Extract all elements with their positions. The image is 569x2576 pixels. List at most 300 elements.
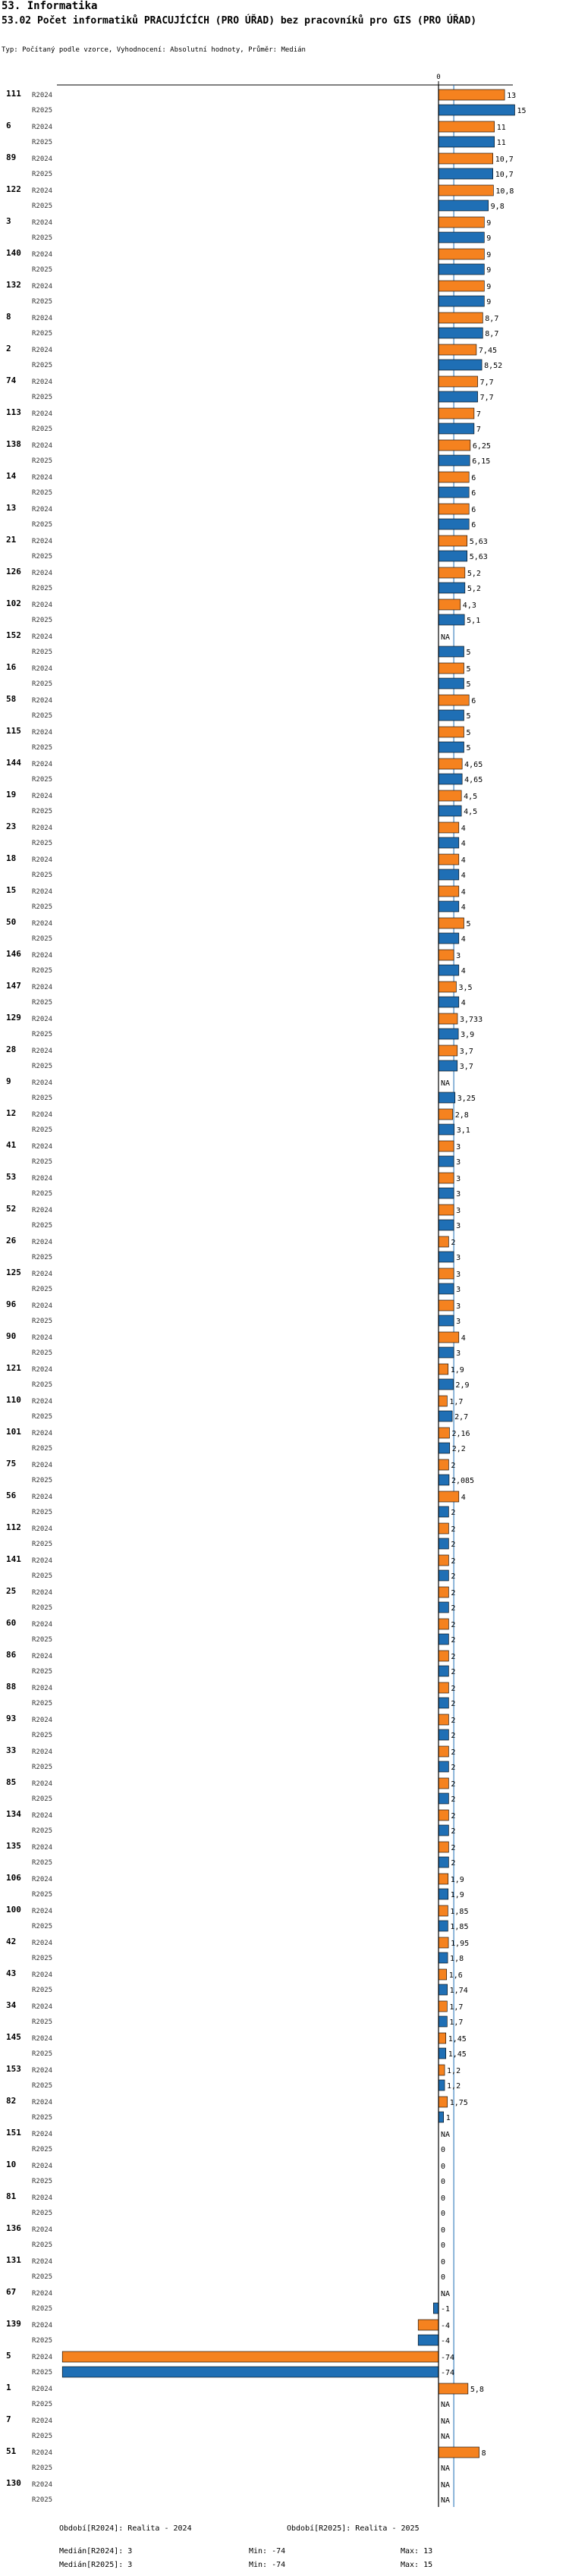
zero-tick-label: 0 <box>436 74 441 81</box>
series-label: R2025 <box>32 1700 53 1707</box>
legend-min-2025: Min: -74 <box>249 2561 286 2569</box>
series-label: R2024 <box>32 474 53 482</box>
bar-r2025 <box>439 1283 454 1294</box>
series-label: R2024 <box>32 1175 53 1183</box>
value-label: 4 <box>461 888 466 897</box>
series-label: R2025 <box>32 967 53 975</box>
value-label: 5,63 <box>469 553 488 561</box>
bar-r2024 <box>439 1810 448 1820</box>
category-label: 93 <box>6 1714 17 1723</box>
value-label: 0 <box>441 2194 446 2203</box>
series-label: R2025 <box>32 457 53 465</box>
value-label: NA <box>441 2131 451 2139</box>
value-label: 2 <box>451 1859 456 1868</box>
value-label: 5,8 <box>470 2386 484 2394</box>
series-label: R2024 <box>32 2194 53 2202</box>
value-label: -4 <box>441 2337 451 2345</box>
value-label: 5 <box>466 729 471 737</box>
category-label: 43 <box>6 1968 17 1978</box>
bar-r2024 <box>439 822 459 833</box>
value-label: 9 <box>486 251 492 259</box>
category-label: 82 <box>6 2096 17 2106</box>
bar-r2025 <box>439 1666 448 1676</box>
value-label: 5 <box>466 680 471 689</box>
value-label: 3 <box>456 1158 461 1167</box>
bar-r2025 <box>439 105 515 115</box>
value-label: 0 <box>441 2163 446 2171</box>
value-label: 1,2 <box>447 2082 461 2091</box>
category-label: 147 <box>6 981 21 991</box>
value-label: 2,9 <box>455 1381 470 1390</box>
category-label: 51 <box>6 2446 17 2456</box>
bar-r2025 <box>439 200 489 211</box>
bar-r2024 <box>439 2097 448 2107</box>
category-label: 130 <box>6 2478 21 2488</box>
series-label: R2025 <box>32 935 53 943</box>
value-label: 8,52 <box>484 362 503 370</box>
series-label: R2025 <box>32 712 53 720</box>
bar-r2024 <box>439 1969 447 1980</box>
category-label: 113 <box>6 407 21 417</box>
series-label: R2024 <box>32 1589 53 1597</box>
series-label: R2024 <box>32 1621 53 1629</box>
bar-r2025 <box>439 360 482 370</box>
bar-r2024 <box>439 281 484 291</box>
legend-max-2024: Max: 13 <box>401 2547 433 2556</box>
value-label: 2,7 <box>454 1413 469 1422</box>
value-label: 2 <box>451 1685 456 1693</box>
bar-r2025 <box>439 2048 446 2059</box>
series-label: R2024 <box>32 347 53 354</box>
category-label: 1 <box>6 2383 11 2392</box>
value-label: 4 <box>461 967 466 975</box>
series-label: R2024 <box>32 1143 53 1151</box>
bar-r2024 <box>439 567 465 578</box>
category-label: 90 <box>6 1331 17 1341</box>
value-label: 3,25 <box>457 1095 476 1103</box>
value-label: 6 <box>471 474 476 482</box>
bar-r2024 <box>62 2351 439 2362</box>
series-label: R2025 <box>32 2401 53 2408</box>
category-label: 102 <box>6 598 21 608</box>
category-label: 21 <box>6 535 17 545</box>
bar-r2025 <box>62 2367 439 2377</box>
bar-r2024 <box>439 185 493 196</box>
value-label: 2 <box>451 1239 456 1247</box>
bar-r2025 <box>439 1252 454 1262</box>
series-label: R2025 <box>32 2018 53 2026</box>
category-label: 112 <box>6 1522 21 1532</box>
series-label: R2025 <box>32 426 53 433</box>
bar-r2025 <box>439 1506 448 1517</box>
bar-r2024 <box>439 1619 448 1629</box>
category-label: 153 <box>6 2064 21 2074</box>
series-label: R2025 <box>32 1732 53 1739</box>
series-label: R2024 <box>32 856 53 864</box>
series-label: R2024 <box>32 729 53 737</box>
value-label: 2,2 <box>451 1445 466 1453</box>
category-label: 33 <box>6 1745 17 1755</box>
series-label: R2025 <box>32 1604 53 1612</box>
series-label: R2025 <box>32 1445 53 1453</box>
series-label: R2024 <box>32 1239 53 1246</box>
series-label: R2024 <box>32 92 53 99</box>
series-label: R2025 <box>32 2241 53 2249</box>
series-label: R2025 <box>32 1509 53 1516</box>
value-label: 3,9 <box>461 1031 475 1039</box>
category-label: 34 <box>6 2000 17 2010</box>
series-label: R2024 <box>32 1557 53 1565</box>
bar-r2025 <box>439 1761 448 1772</box>
value-label: 13 <box>507 92 517 100</box>
category-label: 2 <box>6 344 11 353</box>
category-label: 151 <box>6 2128 21 2138</box>
series-label: R2025 <box>32 744 53 752</box>
category-label: 100 <box>6 1905 21 1915</box>
bar-r2025 <box>439 1092 455 1103</box>
bar-r2024 <box>439 759 462 769</box>
bar-r2024 <box>439 1874 448 1884</box>
bar-r2025 <box>439 1952 448 1963</box>
series-label: R2025 <box>32 394 53 401</box>
value-label: 4,5 <box>464 808 478 816</box>
value-label: 5,1 <box>467 617 481 625</box>
value-label: 4 <box>461 1334 466 1343</box>
value-label: 1,75 <box>449 2099 468 2107</box>
value-label: 1,9 <box>450 1366 464 1374</box>
bar-r2025 <box>439 614 464 625</box>
series-label: R2025 <box>32 1636 53 1644</box>
bar-r2024 <box>439 886 459 897</box>
bar-r2024 <box>439 950 454 960</box>
category-label: 140 <box>6 248 21 258</box>
series-label: R2024 <box>32 1780 53 1788</box>
series-label: R2025 <box>32 585 53 592</box>
series-label: R2025 <box>32 171 53 178</box>
value-label: NA <box>441 2433 451 2441</box>
series-label: R2024 <box>32 825 53 832</box>
bar-r2025 <box>439 965 459 975</box>
bar-r2024 <box>439 2065 445 2075</box>
bar-r2024 <box>439 1587 448 1597</box>
bar-r2024 <box>439 1746 448 1757</box>
series-label: R2024 <box>32 1940 53 1947</box>
bar-r2025 <box>439 1379 453 1390</box>
value-label: -74 <box>441 2354 455 2362</box>
series-label: R2025 <box>32 1318 53 1325</box>
series-label: R2025 <box>32 1859 53 1867</box>
series-label: R2025 <box>32 808 53 815</box>
value-label: 1,8 <box>450 1955 464 1963</box>
value-label: 1,95 <box>451 1940 470 1948</box>
bar-r2024 <box>439 854 459 865</box>
category-label: 132 <box>6 280 21 290</box>
value-label: 1,45 <box>448 2035 467 2044</box>
series-label: R2025 <box>32 1031 53 1038</box>
category-label: 56 <box>6 1491 17 1500</box>
series-label: R2024 <box>32 1685 53 1692</box>
category-label: 152 <box>6 630 21 640</box>
value-label: 2 <box>451 1844 456 1852</box>
series-label: R2024 <box>32 761 53 768</box>
bar-r2025 <box>439 583 465 593</box>
bar-r2025 <box>439 1602 448 1613</box>
bar-r2024 <box>439 599 461 610</box>
category-label: 146 <box>6 949 21 959</box>
value-label: 2 <box>451 1589 456 1597</box>
value-label: 3,7 <box>459 1048 473 1056</box>
value-label: 2,085 <box>451 1477 475 1485</box>
bar-r2024 <box>439 1045 457 1056</box>
series-label: R2024 <box>32 2481 53 2489</box>
category-label: 14 <box>6 471 17 481</box>
bar-r2025 <box>439 678 464 689</box>
series-label: R2025 <box>32 1413 53 1421</box>
value-label: 3 <box>456 1207 461 1215</box>
value-label: 2 <box>451 1780 456 1789</box>
category-label: 101 <box>6 1427 21 1437</box>
series-label: R2025 <box>32 553 53 561</box>
value-label: 2,8 <box>454 1111 469 1120</box>
category-label: 19 <box>6 790 17 800</box>
bar-r2025 <box>439 869 459 880</box>
category-label: 122 <box>6 184 21 194</box>
bar-r2025 <box>439 455 470 466</box>
bar-r2024 <box>439 217 484 228</box>
series-label: R2025 <box>32 330 53 338</box>
bar-r2025 <box>439 328 483 338</box>
category-label: 18 <box>6 853 17 863</box>
value-label: 0 <box>441 2210 446 2218</box>
value-label: 3,1 <box>456 1126 470 1135</box>
series-label: R2024 <box>32 1748 53 1756</box>
value-label: 8,7 <box>485 315 499 323</box>
series-label: R2025 <box>32 1955 53 1962</box>
series-label: R2025 <box>32 2050 53 2058</box>
series-label: R2024 <box>32 1271 53 1278</box>
bar-r2024 <box>439 1236 448 1247</box>
bar-r2024 <box>439 504 469 514</box>
bar-r2024 <box>439 121 495 132</box>
bar-r2024 <box>439 1173 454 1183</box>
series-label: R2025 <box>32 2114 53 2122</box>
series-label: R2024 <box>32 2131 53 2138</box>
series-label: R2025 <box>32 2082 53 2090</box>
value-label: 2 <box>451 1541 456 1549</box>
value-label: 1,9 <box>450 1891 464 1899</box>
bar-r2024 <box>439 313 483 323</box>
bar-r2024 <box>439 790 461 801</box>
value-label: 4 <box>461 1494 466 1502</box>
value-label: 4 <box>461 872 466 880</box>
value-label: 3 <box>456 1286 461 1294</box>
category-label: 53 <box>6 1172 17 1182</box>
bar-r2025 <box>439 137 495 147</box>
series-label: R2024 <box>32 633 53 641</box>
value-label: 8 <box>481 2449 486 2458</box>
series-label: R2024 <box>32 1430 53 1437</box>
series-label: R2024 <box>32 1207 53 1214</box>
bar-r2024 <box>439 1523 448 1534</box>
value-label: 5 <box>466 920 471 928</box>
series-label: R2024 <box>32 410 53 418</box>
series-label: R2024 <box>32 2354 53 2361</box>
category-label: 115 <box>6 726 21 736</box>
category-label: 10 <box>6 2160 17 2169</box>
category-label: 139 <box>6 2319 21 2329</box>
bar-r2024 <box>439 376 478 387</box>
series-label: R2024 <box>32 2226 53 2234</box>
value-label: 1 <box>445 2114 451 2122</box>
category-label: 110 <box>6 1395 21 1405</box>
value-label: 4,65 <box>464 761 483 769</box>
bar-r2025 <box>439 1124 454 1135</box>
value-label: 2 <box>451 1764 456 1772</box>
series-label: R2024 <box>32 920 53 928</box>
bar-r2025 <box>439 487 469 498</box>
bar-r2024 <box>439 2383 468 2394</box>
series-label: R2024 <box>32 2067 53 2075</box>
bar-r2025 <box>439 837 459 848</box>
series-label: R2025 <box>32 1063 53 1070</box>
bar-r2025 <box>439 1475 449 1485</box>
category-label: 5 <box>6 2351 11 2361</box>
series-label: R2025 <box>32 2433 53 2440</box>
bar-r2024 <box>439 2001 447 2012</box>
bar-r2025 <box>439 2080 445 2091</box>
series-label: R2024 <box>32 570 53 577</box>
bar-r2024 <box>439 1205 454 1215</box>
bar-r2025 <box>439 1347 454 1358</box>
series-label: R2025 <box>32 1541 53 1548</box>
series-label: R2024 <box>32 1016 53 1023</box>
series-label: R2025 <box>32 203 53 210</box>
value-label: -74 <box>441 2369 455 2377</box>
value-label: 6 <box>471 697 476 705</box>
bar-r2024 <box>439 1268 454 1279</box>
bar-r2025 <box>439 1538 448 1549</box>
bar-r2025 <box>439 1634 448 1645</box>
bar-r2024 <box>439 982 456 992</box>
series-label: R2024 <box>32 2003 53 2011</box>
category-label: 67 <box>6 2287 17 2297</box>
series-label: R2024 <box>32 2386 53 2393</box>
series-label: R2025 <box>32 1381 53 1389</box>
series-label: R2024 <box>32 793 53 800</box>
bar-r2025 <box>439 1889 448 1899</box>
bar-r2025 <box>439 2016 447 2027</box>
series-label: R2024 <box>32 888 53 896</box>
series-label: R2025 <box>32 1572 53 1580</box>
series-label: R2025 <box>32 234 53 242</box>
value-label: 4 <box>461 903 466 912</box>
series-label: R2024 <box>32 2290 53 2298</box>
value-label: 3,5 <box>458 984 473 992</box>
category-label: 42 <box>6 1937 17 1946</box>
series-label: R2024 <box>32 187 53 195</box>
category-label: 16 <box>6 662 17 672</box>
series-label: R2024 <box>32 665 53 673</box>
value-label: 9 <box>486 298 492 306</box>
series-label: R2025 <box>32 2178 53 2185</box>
category-label: 126 <box>6 567 21 576</box>
bar-r2025 <box>439 1921 448 1931</box>
value-label: 5,63 <box>469 538 488 546</box>
series-label: R2025 <box>32 2496 53 2504</box>
category-label: 6 <box>6 121 11 130</box>
category-label: 89 <box>6 152 17 162</box>
series-label: R2025 <box>32 489 53 497</box>
series-label: R2025 <box>32 2273 53 2281</box>
series-label: R2024 <box>32 1525 53 1533</box>
value-label: 6,25 <box>472 442 491 451</box>
bar-r2025 <box>439 901 459 912</box>
bar-r2025 <box>439 423 474 434</box>
category-label: 85 <box>6 1777 17 1787</box>
series-label: R2024 <box>32 1844 53 1852</box>
series-label: R2024 <box>32 1908 53 1915</box>
category-label: 141 <box>6 1554 21 1564</box>
value-label: 0 <box>441 2241 446 2250</box>
series-label: R2025 <box>32 649 53 656</box>
value-label: NA <box>441 2290 451 2298</box>
bar-r2024 <box>439 344 476 355</box>
value-label: 2 <box>451 1732 456 1740</box>
value-label: 2 <box>451 1653 456 1661</box>
series-label: R2024 <box>32 1048 53 1055</box>
series-label: R2025 <box>32 1795 53 1803</box>
value-label: 3 <box>456 1349 461 1358</box>
series-label: R2025 <box>32 298 53 306</box>
value-label: 2 <box>451 1700 456 1708</box>
series-label: R2025 <box>32 1286 53 1293</box>
category-label: 58 <box>6 694 17 704</box>
value-label: 3 <box>456 1302 461 1311</box>
bar-r2025 <box>439 1825 448 1836</box>
value-label: 11 <box>496 124 506 132</box>
bar-r2025 <box>439 710 464 721</box>
value-label: 3 <box>456 1175 461 1183</box>
bar-r2025 <box>439 1060 457 1071</box>
chart-description: Typ: Počítaný podle vzorce, Vyhodnocení: Absolutní hodnoty, Průměr: Medián <box>2 46 306 54</box>
series-label: R2025 <box>32 107 53 115</box>
bar-r2024 <box>439 1842 448 1852</box>
legend-median-2025: Medián[R2025]: 3 <box>59 2561 133 2569</box>
value-label: 2 <box>451 1572 456 1581</box>
value-label: NA <box>441 1079 451 1088</box>
series-label: R2025 <box>32 1764 53 1771</box>
value-label: 1,6 <box>448 1971 463 1980</box>
value-label: 3,733 <box>460 1016 483 1024</box>
bar-r2024 <box>439 1332 459 1343</box>
series-label: R2025 <box>32 1923 53 1930</box>
value-label: 1,85 <box>450 1908 469 1916</box>
value-label: 1,9 <box>450 1876 464 1884</box>
series-label: R2024 <box>32 283 53 291</box>
value-label: 5,2 <box>467 570 481 578</box>
series-label: R2025 <box>32 680 53 688</box>
page-title: 53. Informatika <box>2 0 98 12</box>
value-label: 1,7 <box>449 2003 464 2012</box>
bar-r2025 <box>439 264 484 275</box>
bar-r2025 <box>439 1729 448 1740</box>
legend-min-2024: Min: -74 <box>249 2547 286 2556</box>
bar-r2024 <box>439 1778 448 1789</box>
value-label: 1,7 <box>449 1398 464 1406</box>
value-label: 7 <box>476 410 481 419</box>
series-label: R2024 <box>32 1653 53 1660</box>
bar-r2024 <box>439 727 464 737</box>
